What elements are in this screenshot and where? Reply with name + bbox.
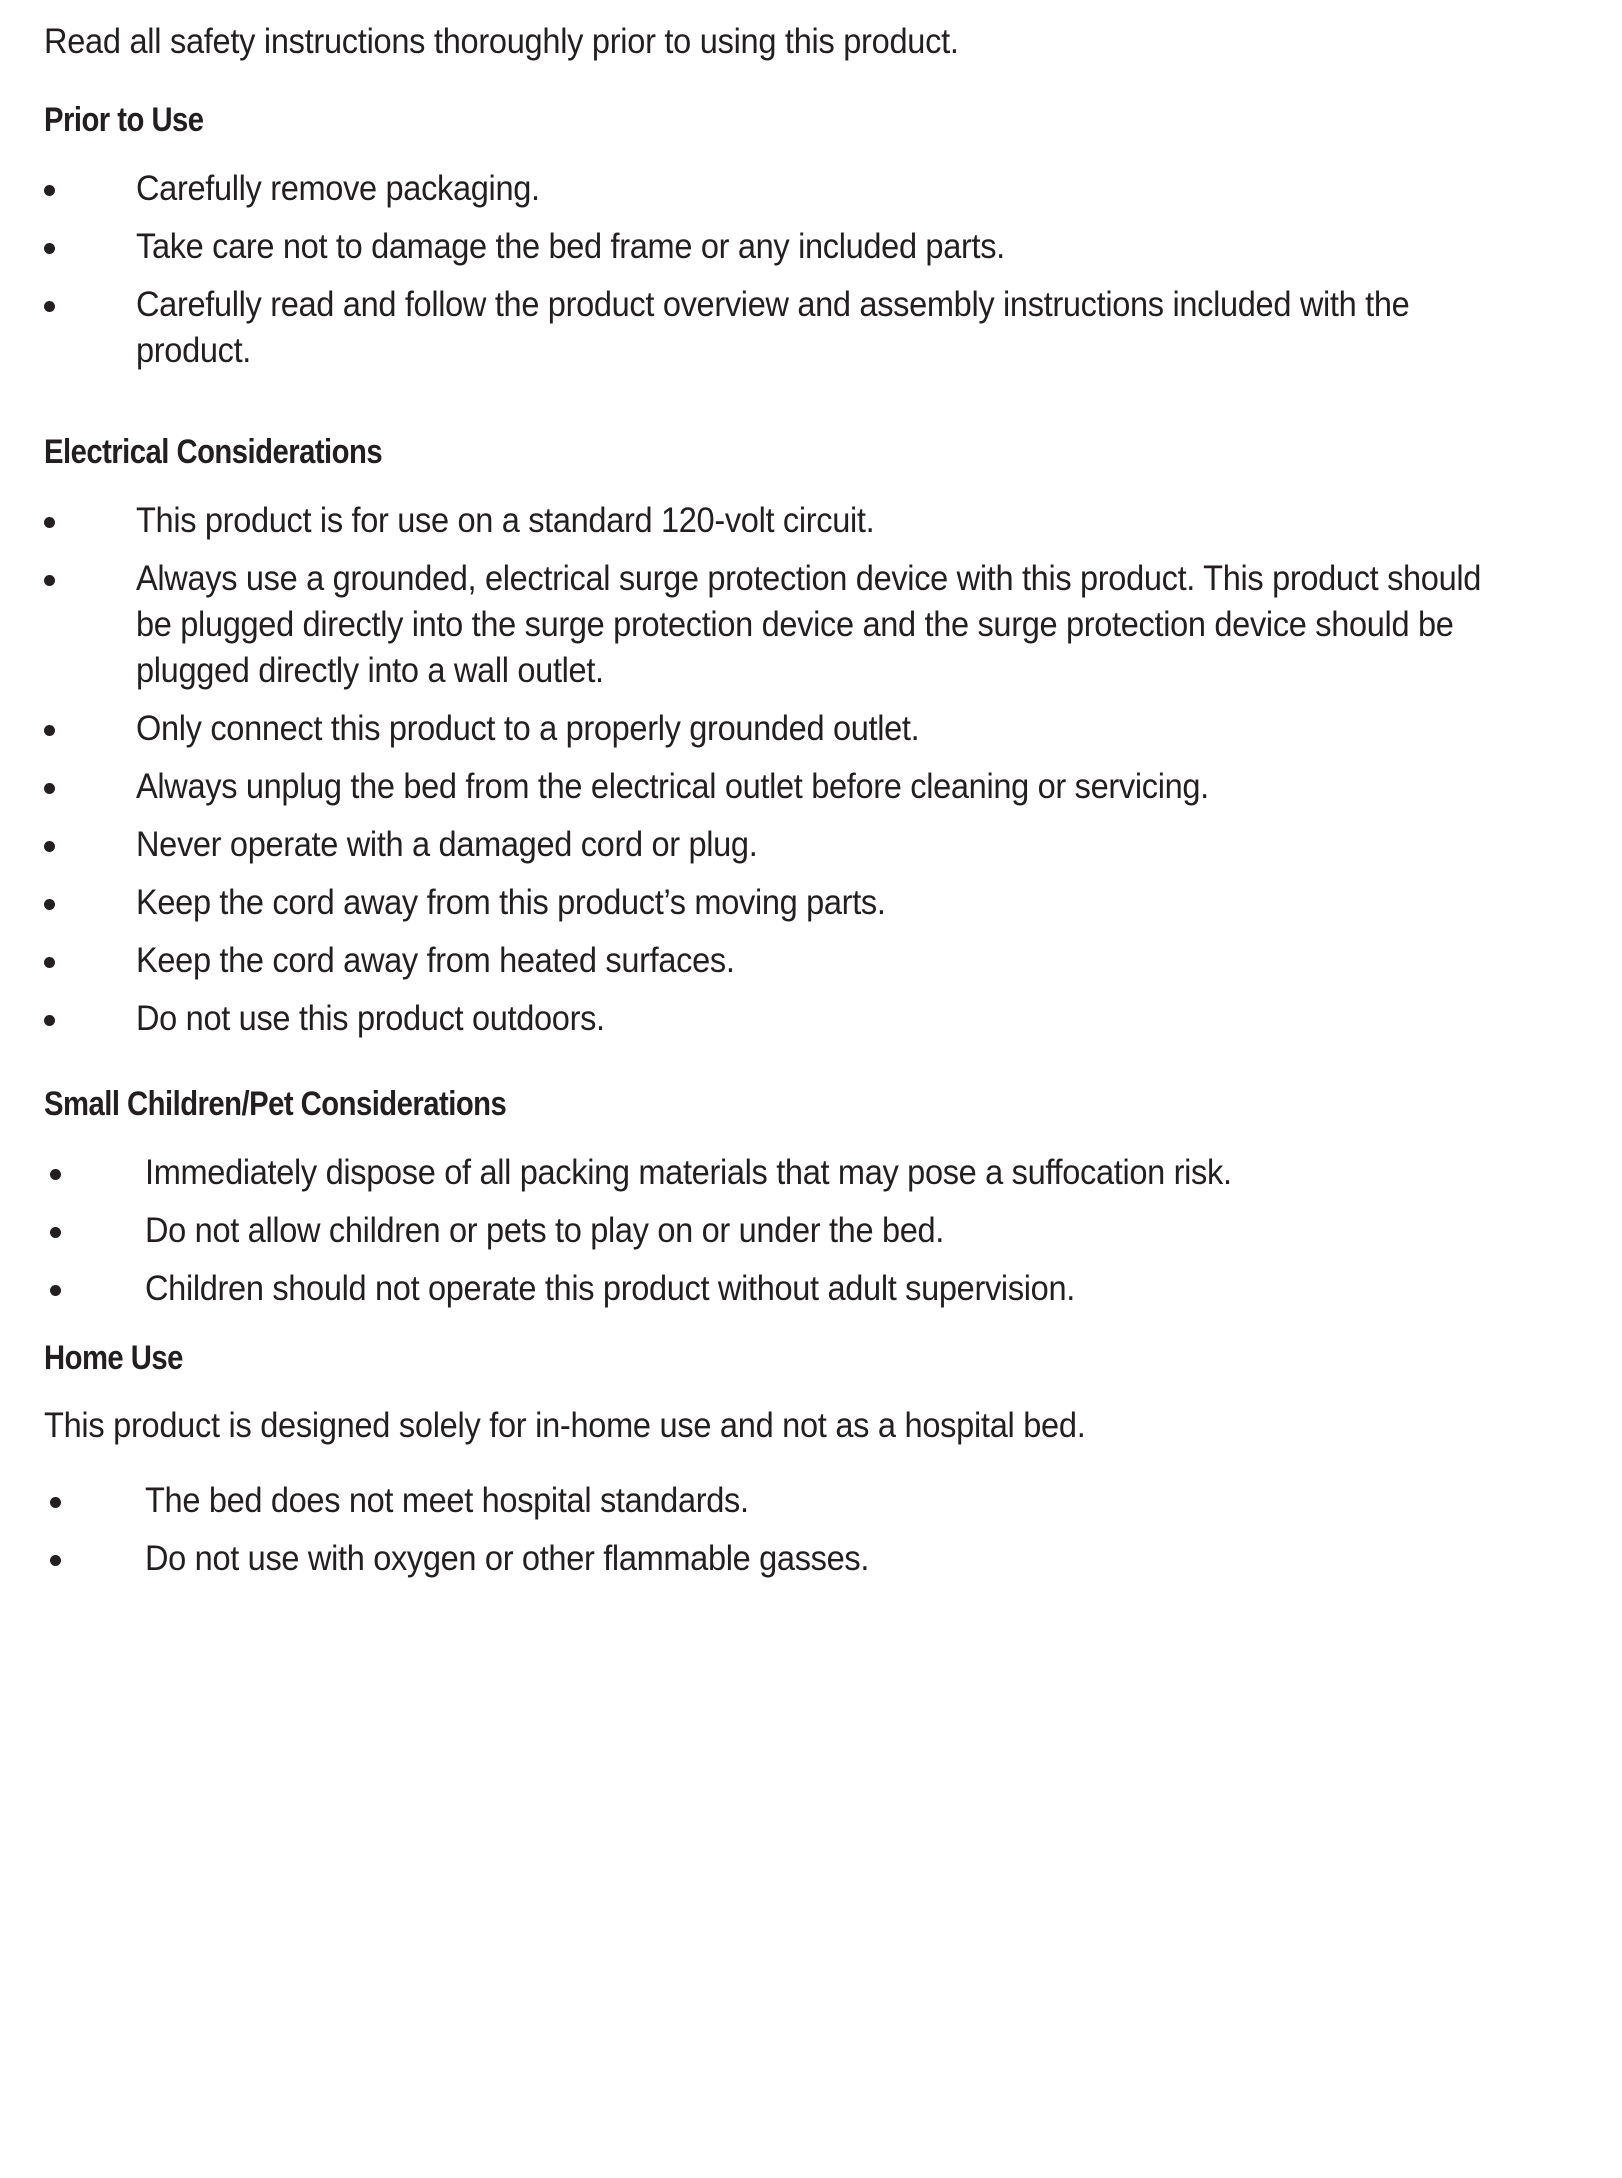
list-item-text: Immediately dispose of all packing materials that may pose a suffocation risk. [145,1153,1232,1192]
section-spacer [44,1324,1604,1338]
list-item-text: Do not use this product outdoors. [136,999,605,1038]
list-item [44,1150,1604,1196]
list-item [44,822,1604,868]
list-item-text: The bed does not meet hospital standards. [145,1481,749,1520]
list-item-text: Carefully remove packaging. [136,169,540,208]
list-item-text: Always unplug the bed from the electrical outlet before cleaning or servicing. [136,767,1209,806]
list-item-text: Never operate with a damaged cord or plug. [136,825,758,864]
section-spacer [44,1054,1604,1084]
intro-paragraph: Read all safety instructions thoroughly prior to using this product. [44,22,959,61]
bullet-list-home-use [44,1478,1604,1582]
list-item [44,1536,1604,1582]
bullet-list-small-children-pet-considerations [44,1150,1604,1312]
list-item-text: Children should not operate this product without adult supervision. [145,1269,1075,1308]
section-heading-home-use: Home Use [44,1339,183,1377]
document-content [44,20,1604,1594]
list-item [44,706,1604,752]
section-spacer [44,386,1604,432]
list-item-text: This product is for use on a standard 120-volt circuit. [136,501,875,540]
list-item [44,880,1604,926]
section-prior-to-use [44,100,1604,374]
list-item [44,556,1604,694]
list-item-text: Only connect this product to a properly grounded outlet. [136,709,920,748]
list-item [44,1266,1604,1312]
list-item [44,764,1604,810]
section-heading-prior-to-use: Prior to Use [44,101,204,139]
list-item-text: Do not allow children or pets to play on or under the bed. [145,1211,945,1250]
list-item [44,938,1604,984]
list-item [44,1208,1604,1254]
section-electrical-considerations [44,432,1604,1042]
list-item [44,224,1604,270]
section-home-use [44,1338,1604,1582]
list-item-text: Carefully read and follow the product overview and assembly instructions included with the product. [136,285,1410,370]
list-item-text: Keep the cord away from heated surfaces. [136,941,735,980]
list-item [44,166,1604,212]
list-item [44,498,1604,544]
section-small-children-pet-considerations [44,1084,1604,1312]
section-heading-electrical-considerations: Electrical Considerations [44,433,383,471]
list-item-text: Keep the cord away from this product’s moving parts. [136,883,886,922]
list-item [44,996,1604,1042]
list-item-text: Always use a grounded, electrical surge protection device with this product. This product should be plugged directly into the surge protection device and the surge protection device should be plugged directly into a wall outlet. [136,559,1482,690]
section-heading-small-children-pet-considerations: Small Children/Pet Considerations [44,1085,507,1123]
bullet-list-prior-to-use [44,166,1604,374]
list-item-text: Do not use with oxygen or other flammable gasses. [145,1539,870,1578]
home-use-paragraph: This product is designed solely for in-home use and not as a hospital bed. [44,1406,1086,1445]
list-item-text: Take care not to damage the bed frame or any included parts. [136,227,1005,266]
list-item [44,282,1604,374]
bullet-list-electrical-considerations [44,498,1604,1042]
list-item [44,1478,1604,1524]
